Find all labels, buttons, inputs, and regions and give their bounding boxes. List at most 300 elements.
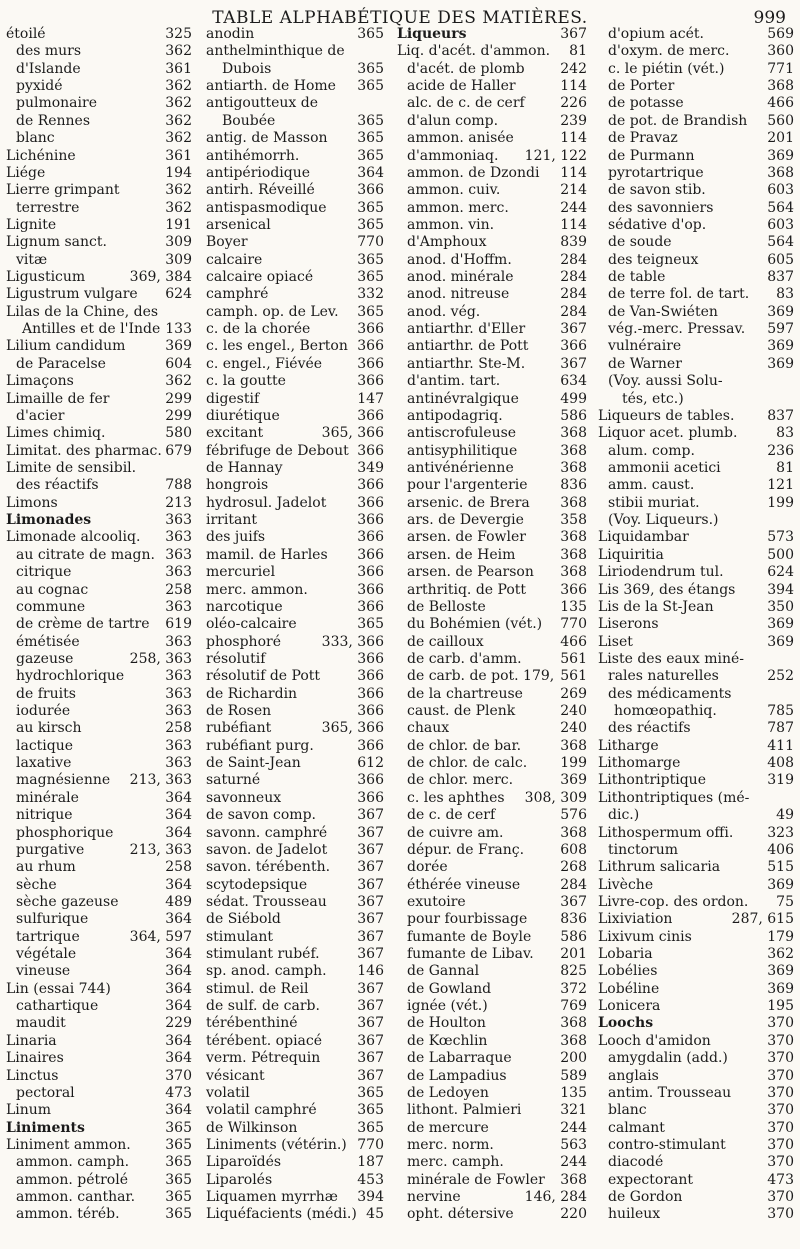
page-reference: 837 xyxy=(767,407,794,424)
index-term: antispasmodique xyxy=(206,199,327,216)
index-term: des réactifs xyxy=(16,477,99,494)
index-entry xyxy=(397,321,587,338)
index-term: de cuivre am. xyxy=(407,824,504,841)
index-entry xyxy=(397,512,587,529)
index-entry xyxy=(206,252,384,269)
index-term: maudit xyxy=(16,1015,66,1032)
page-reference: 364 xyxy=(165,1032,192,1049)
index-term: volatil xyxy=(206,1084,250,1101)
page-reference: 365 xyxy=(165,1154,192,1171)
page-reference: 284 xyxy=(560,269,587,286)
index-entry xyxy=(397,1120,587,1137)
index-entry xyxy=(598,946,794,963)
page-reference: 201 xyxy=(767,130,794,147)
index-entry xyxy=(397,1206,587,1223)
index-entry xyxy=(6,529,192,546)
page-reference: 323 xyxy=(767,824,794,841)
page-reference: 363 xyxy=(165,598,192,615)
index-term: caust. de Plenk xyxy=(407,703,516,720)
page-reference: 368 xyxy=(767,164,794,181)
index-term: émétisée xyxy=(16,633,80,650)
page-reference: 358 xyxy=(560,512,587,529)
page-number: 999 xyxy=(753,8,786,28)
page-reference: 75 xyxy=(776,893,794,910)
index-term: d'acét. de plomb xyxy=(407,60,525,77)
index-entry xyxy=(598,269,794,286)
index-entry xyxy=(6,182,192,199)
index-term: ammon. cuiv. xyxy=(407,182,501,199)
index-term: c. engel., Fiévée xyxy=(206,355,323,372)
page-reference: 365 xyxy=(165,1119,192,1136)
index-entry xyxy=(397,182,587,199)
index-entry xyxy=(397,946,587,963)
page-reference: 367 xyxy=(560,26,587,42)
index-entry xyxy=(6,269,192,286)
page-reference: 194 xyxy=(165,164,192,181)
page-reference: 284 xyxy=(560,286,587,303)
index-term: Linum xyxy=(6,1102,52,1119)
index-entry xyxy=(598,1206,794,1223)
page-reference: 368 xyxy=(560,546,587,563)
index-term: Boubée xyxy=(222,112,276,129)
index-entry xyxy=(6,1137,192,1154)
index-term: de savon stib. xyxy=(608,182,706,199)
index-entry xyxy=(206,165,384,182)
index-term: Liquamen myrrhæ xyxy=(206,1189,338,1206)
index-entry xyxy=(6,1189,192,1206)
page-reference: 366 xyxy=(560,338,587,355)
index-entry xyxy=(6,113,192,130)
page-reference: 258 xyxy=(165,581,192,598)
index-term: antig. de Masson xyxy=(206,130,328,147)
index-entry xyxy=(397,78,587,95)
page-reference: 200 xyxy=(560,1050,587,1067)
index-entry xyxy=(598,1154,794,1171)
index-entry xyxy=(598,755,794,772)
index-term: Limite de sensibil. xyxy=(6,459,137,476)
page-reference: 769 xyxy=(560,998,587,1015)
index-entry xyxy=(6,1085,192,1102)
page-reference: 364 xyxy=(165,911,192,928)
page-reference: 121, 122 xyxy=(524,147,587,164)
index-term: de terre fol. de tart. xyxy=(608,286,750,303)
page-reference: 366 xyxy=(357,494,384,511)
page-reference: 299 xyxy=(165,407,192,424)
index-term: Limons xyxy=(6,494,58,511)
index-entry xyxy=(6,738,192,755)
index-entry xyxy=(206,269,384,286)
index-term: de Belloste xyxy=(407,598,486,615)
index-term: Litharge xyxy=(598,737,659,754)
index-term: merc. ammon. xyxy=(206,581,308,598)
index-entry xyxy=(397,529,587,546)
page-reference: 269 xyxy=(560,685,587,702)
index-entry xyxy=(598,807,794,824)
page-reference: 787 xyxy=(767,720,794,737)
index-term: Ligusticum xyxy=(6,269,86,286)
index-entry xyxy=(397,1154,587,1171)
index-term: antiarthr. de Pott xyxy=(407,338,529,355)
index-entry xyxy=(206,182,384,199)
page-reference: 603 xyxy=(767,182,794,199)
index-term: Lis 369, des étangs xyxy=(598,581,736,598)
page-reference: 366 xyxy=(357,512,384,529)
index-entry xyxy=(598,234,794,251)
index-term: de Hannay xyxy=(206,459,283,476)
index-entry xyxy=(6,1102,192,1119)
index-term: huileux xyxy=(608,1206,661,1223)
page-reference: 406 xyxy=(767,841,794,858)
index-term: hydrochlorique xyxy=(16,668,125,685)
index-term: lithont. Palmieri xyxy=(407,1102,522,1119)
index-entry xyxy=(397,234,587,251)
index-entry xyxy=(598,1050,794,1067)
page-reference: 367 xyxy=(357,1032,384,1049)
index-term: tés, etc.) xyxy=(622,390,684,407)
index-entry xyxy=(6,495,192,512)
index-entry xyxy=(598,1015,794,1032)
index-term: Livèche xyxy=(598,876,654,893)
page-reference: 366 xyxy=(357,564,384,581)
index-term: rubéfiant xyxy=(206,720,272,737)
index-term: Liquiritia xyxy=(598,546,664,563)
index-entry xyxy=(598,1120,794,1137)
index-term: de Wilkinson xyxy=(206,1119,298,1136)
page-reference: 368 xyxy=(560,564,587,581)
index-term: sédat. Trousseau xyxy=(206,893,327,910)
page-reference: 325 xyxy=(165,26,192,42)
index-term: Dubois xyxy=(222,60,272,77)
index-entry xyxy=(6,1172,192,1189)
index-term: de carb. d'amm. xyxy=(407,650,522,667)
page-reference: 367 xyxy=(357,841,384,858)
index-term: ammon. canthar. xyxy=(16,1189,136,1206)
index-term: Ligustrum vulgare xyxy=(6,286,138,303)
page-reference: 362 xyxy=(165,182,192,199)
page-reference: 114 xyxy=(560,78,587,95)
index-term: digestif xyxy=(206,390,260,407)
index-entry xyxy=(397,408,587,425)
index-entry xyxy=(598,981,794,998)
index-entry xyxy=(206,338,384,355)
index-term: de savon comp. xyxy=(206,807,316,824)
index-term: térébenthiné xyxy=(206,1015,298,1032)
page-reference: 367 xyxy=(357,980,384,997)
index-term: Lierre grimpant xyxy=(6,182,120,199)
index-column-2 xyxy=(206,26,384,1224)
index-entry xyxy=(6,981,192,998)
page-reference: 364, 597 xyxy=(129,928,192,945)
index-entry xyxy=(6,877,192,894)
index-entry xyxy=(6,443,192,460)
index-term: pyrotartrique xyxy=(608,164,704,181)
index-term: arsenical xyxy=(206,216,271,233)
index-entry xyxy=(598,634,794,651)
page-reference: 362 xyxy=(165,78,192,95)
index-entry xyxy=(598,26,794,43)
index-entry xyxy=(598,165,794,182)
index-term: c. les engel., Berton xyxy=(206,338,348,355)
index-entry xyxy=(397,43,587,60)
index-entry xyxy=(206,234,384,251)
page-reference: 363 xyxy=(165,546,192,563)
index-entry xyxy=(397,599,587,616)
page-reference: 561 xyxy=(560,668,587,685)
index-term: volatil camphré xyxy=(206,1102,317,1119)
index-term: résolutif xyxy=(206,650,266,667)
index-term: de soude xyxy=(608,234,672,251)
page-reference: 370 xyxy=(767,1119,794,1136)
index-term: mercuriel xyxy=(206,564,276,581)
page-reference: 309 xyxy=(165,251,192,268)
page-reference: 363 xyxy=(165,755,192,772)
index-entry xyxy=(598,825,794,842)
index-entry xyxy=(206,78,384,95)
index-term: Lobéline xyxy=(598,980,660,997)
index-entry xyxy=(397,217,587,234)
index-entry xyxy=(206,1085,384,1102)
index-term: Lobaria xyxy=(598,946,653,963)
page-reference: 369 xyxy=(767,633,794,650)
page-reference: 244 xyxy=(560,1154,587,1171)
index-term: de la chartreuse xyxy=(407,685,523,702)
index-entry xyxy=(6,1120,192,1137)
index-term: de chlor. de bar. xyxy=(407,737,522,754)
index-entry xyxy=(598,1189,794,1206)
index-entry xyxy=(6,286,192,303)
index-term: de Gordon xyxy=(608,1189,683,1206)
index-term: Linaria xyxy=(6,1032,57,1049)
index-term: fébrifuge de Debout xyxy=(206,442,349,459)
index-entry xyxy=(598,200,794,217)
index-entry xyxy=(598,1102,794,1119)
index-entry xyxy=(397,547,587,564)
page-reference: 367 xyxy=(560,893,587,910)
page-reference: 560 xyxy=(767,112,794,129)
index-entry xyxy=(598,321,794,338)
index-entry xyxy=(6,929,192,946)
index-entry xyxy=(6,859,192,876)
page-reference: 624 xyxy=(165,286,192,303)
index-term: vitæ xyxy=(16,251,48,268)
index-entry xyxy=(6,807,192,824)
page-reference: 369 xyxy=(767,963,794,980)
page-reference: 362 xyxy=(767,946,794,963)
page-reference: 369 xyxy=(165,338,192,355)
page-reference: 408 xyxy=(767,755,794,772)
index-entry xyxy=(6,720,192,737)
index-term: de crème de tartre xyxy=(16,616,150,633)
page-reference: 81 xyxy=(569,43,587,60)
index-term: des juifs xyxy=(206,529,266,546)
index-term: minérale de Fowler xyxy=(407,1171,545,1188)
index-term: commune xyxy=(16,598,86,615)
index-term: rubéfiant purg. xyxy=(206,737,314,754)
index-column-1 xyxy=(6,26,192,1224)
index-term: d'alun comp. xyxy=(407,112,499,129)
page-reference: 634 xyxy=(560,373,587,390)
page-reference: 366 xyxy=(357,407,384,424)
index-entry xyxy=(598,529,794,546)
index-entry xyxy=(397,26,587,43)
index-entry xyxy=(6,217,192,234)
index-term: stimulant rubéf. xyxy=(206,946,320,963)
page-reference: 564 xyxy=(767,199,794,216)
index-entry xyxy=(397,338,587,355)
page-reference: 368 xyxy=(560,442,587,459)
index-term: c. la goutte xyxy=(206,373,286,390)
index-term: chaux xyxy=(407,720,450,737)
index-term: de Houlton xyxy=(407,1015,486,1032)
index-term: oléo-calcaire xyxy=(206,616,297,633)
page-reference: 365 xyxy=(357,1084,384,1101)
page-reference: 179 xyxy=(767,928,794,945)
index-entry xyxy=(6,356,192,373)
page-reference: 284 xyxy=(560,303,587,320)
page-reference: 369 xyxy=(767,303,794,320)
index-term: mamil. de Harles xyxy=(206,546,328,563)
page-reference: 394 xyxy=(357,1189,384,1206)
index-entry xyxy=(397,911,587,928)
page-reference: 619 xyxy=(165,616,192,633)
index-entry xyxy=(206,304,384,321)
index-term: anthelminthique de xyxy=(206,43,345,60)
index-entry xyxy=(206,460,384,477)
page-reference: 363 xyxy=(165,685,192,702)
page-reference: 366 xyxy=(357,772,384,789)
index-entry xyxy=(397,859,587,876)
index-entry xyxy=(397,1015,587,1032)
index-term: Liquidambar xyxy=(598,529,689,546)
page-reference: 364 xyxy=(165,963,192,980)
index-entry xyxy=(6,634,192,651)
index-term: pectoral xyxy=(16,1084,75,1101)
index-term: stimul. de Reil xyxy=(206,980,309,997)
index-term: stibii muriat. xyxy=(608,494,700,511)
index-term: lactique xyxy=(16,737,74,754)
index-term: Lignite xyxy=(6,216,57,233)
index-term: Liége xyxy=(6,164,46,181)
page-reference: 365 xyxy=(357,216,384,233)
index-term: Linctus xyxy=(6,1067,59,1084)
index-entry xyxy=(397,61,587,78)
page-reference: 284 xyxy=(560,876,587,893)
page-reference: 369 xyxy=(767,616,794,633)
index-entry xyxy=(206,1050,384,1067)
page-reference: 365 xyxy=(357,26,384,42)
index-entry xyxy=(598,148,794,165)
index-term: antiarth. de Home xyxy=(206,78,336,95)
page-reference: 366 xyxy=(357,182,384,199)
index-term: excitant xyxy=(206,425,264,442)
index-term: de sulf. de carb. xyxy=(206,998,320,1015)
index-entry xyxy=(598,1172,794,1189)
index-term: cathartique xyxy=(16,998,99,1015)
page-reference: 370 xyxy=(767,1206,794,1223)
index-term: phosphorique xyxy=(16,824,114,841)
page-reference: 240 xyxy=(560,703,587,720)
index-entry xyxy=(397,425,587,442)
index-term: Lis de la St-Jean xyxy=(598,598,714,615)
index-entry xyxy=(6,338,192,355)
index-term: acide de Haller xyxy=(407,78,516,95)
index-entry xyxy=(206,720,384,737)
page-reference: 576 xyxy=(560,807,587,824)
page-reference: 368 xyxy=(560,494,587,511)
index-term: Limitat. des pharmac. xyxy=(6,442,162,459)
page-reference: 564 xyxy=(767,234,794,251)
page-reference: 83 xyxy=(776,425,794,442)
index-term: Lilas de la Chine, des xyxy=(6,303,159,320)
index-term: exutoire xyxy=(407,893,466,910)
index-entry xyxy=(397,1068,587,1085)
index-term: de Paracelse xyxy=(16,355,106,372)
index-term: Liserons xyxy=(598,616,659,633)
page-reference: 135 xyxy=(560,1084,587,1101)
index-entry xyxy=(397,1172,587,1189)
index-term: de Rennes xyxy=(16,112,91,129)
index-entry xyxy=(598,1033,794,1050)
index-entry xyxy=(206,1189,384,1206)
page-reference: 199 xyxy=(767,494,794,511)
page-reference: 561 xyxy=(560,650,587,667)
index-entry xyxy=(206,807,384,824)
page-reference: 309 xyxy=(165,234,192,251)
index-entry xyxy=(598,582,794,599)
index-term: de pot. de Brandish xyxy=(608,112,748,129)
index-term: savon. térébenth. xyxy=(206,859,331,876)
index-entry xyxy=(397,200,587,217)
index-entry xyxy=(598,443,794,460)
index-term: Loochs xyxy=(598,1015,654,1032)
page-reference: 370 xyxy=(767,1102,794,1119)
index-entry xyxy=(397,130,587,147)
index-term: minérale xyxy=(16,789,79,806)
index-term: scytodepsique xyxy=(206,876,308,893)
index-term: sèche gazeuse xyxy=(16,893,119,910)
index-term: contro-stimulant xyxy=(608,1137,726,1153)
page-reference: 770 xyxy=(560,616,587,633)
page-reference: 499 xyxy=(560,390,587,407)
index-term: de fruits xyxy=(16,685,76,702)
index-entry xyxy=(598,1068,794,1085)
index-entry xyxy=(598,113,794,130)
page-reference: 360 xyxy=(767,43,794,60)
page-reference: 372 xyxy=(560,980,587,997)
index-entry xyxy=(206,929,384,946)
index-term: Liquor acet. plumb. xyxy=(598,425,738,442)
page-reference: 366 xyxy=(357,477,384,494)
index-term: antiarthr. d'Eller xyxy=(407,321,526,338)
index-entry xyxy=(397,807,587,824)
page-reference: 365 xyxy=(357,78,384,95)
index-term: savonneux xyxy=(206,789,282,806)
index-entry xyxy=(598,304,794,321)
index-entry xyxy=(206,321,384,338)
index-term: de Saint-Jean xyxy=(206,755,301,772)
index-term: Liq. d'acét. d'ammon. xyxy=(397,43,551,60)
page-reference: 362 xyxy=(165,199,192,216)
index-term: calmant xyxy=(608,1119,665,1136)
index-entry xyxy=(206,26,384,43)
page-reference: 369, 384 xyxy=(129,269,192,286)
index-entry xyxy=(6,547,192,564)
index-entry xyxy=(206,668,384,685)
index-term: arsen. de Heim xyxy=(407,546,516,563)
index-term: d'ammoniaq. xyxy=(407,147,499,164)
page-reference: 258 xyxy=(165,859,192,876)
page-reference: 365 xyxy=(357,269,384,286)
